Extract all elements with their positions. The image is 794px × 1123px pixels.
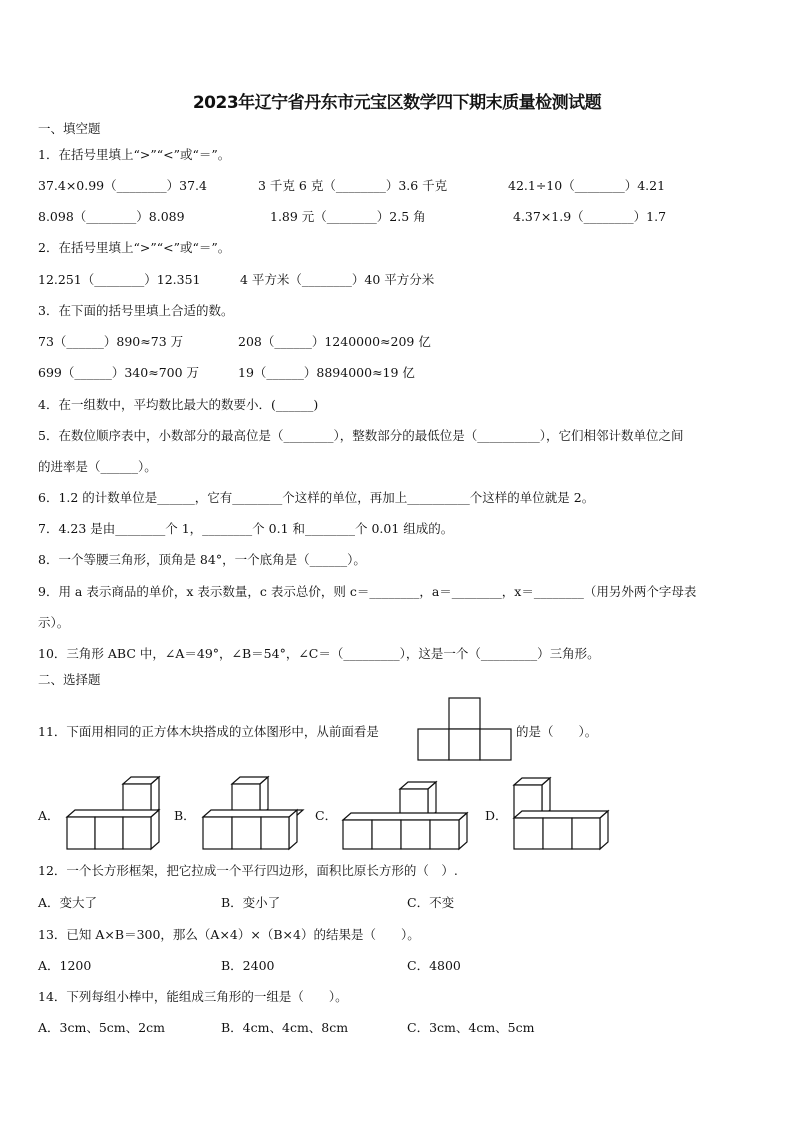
q2-item: 4 平方米（________）40 平方分米 (240, 272, 435, 287)
question-11-suffix: 的是（ ）。 (516, 724, 598, 739)
q2-item: 12.251（________）12.351 (38, 272, 201, 287)
question-11-prefix: 11．下面用相同的正方体木块搭成的立体图形中，从前面看是 (38, 724, 379, 739)
option-b-label[interactable]: B． (174, 808, 196, 823)
option-c-cube-figure[interactable] (342, 776, 470, 850)
q1-item: 1.89 元（________）2.5 角 (270, 209, 426, 224)
question-3: 3．在下面的括号里填上合适的数。 (38, 303, 234, 318)
q3-item: 699（______）340≈700 万 (38, 365, 200, 380)
question-7: 7．4.23 是由________个 1，________个 0.1 和________个 0.01 组成的。 (38, 521, 454, 536)
q13-option-b[interactable]: B．2400 (221, 958, 275, 973)
option-a-cube-figure[interactable] (66, 776, 172, 850)
q12-option-a[interactable]: A．变大了 (38, 895, 98, 910)
question-5-line-1: 5．在数位顺序表中，小数部分的最高位是（________），整数部分的最低位是（__________），它们相邻计数单位之间 (38, 428, 684, 443)
question-2: 2．在括号里填上“>”“<”或“＝”。 (38, 240, 231, 255)
q1-item: 42.1÷10（________）4.21 (508, 178, 666, 193)
q13-option-a[interactable]: A．1200 (38, 958, 92, 973)
q14-option-a[interactable]: A．3cm、5cm、2cm (38, 1020, 165, 1035)
front-view-figure (418, 697, 513, 763)
q1-item: 8.098（________）8.089 (38, 209, 185, 224)
option-b-cube-figure[interactable] (202, 776, 308, 850)
option-d-cube-figure[interactable] (513, 776, 613, 850)
q12-option-c[interactable]: C．不变 (407, 895, 455, 910)
question-10: 10．三角形 ABC 中，∠A＝49°，∠B＝54°，∠C＝（_________），这是一个（_________）三角形。 (38, 646, 600, 661)
question-8: 8．一个等腰三角形，顶角是 84°，一个底角是（______）。 (38, 552, 366, 567)
q3-item: 208（______）1240000≈209 亿 (238, 334, 431, 349)
question-12: 12．一个长方形框架，把它拉成一个平行四边形，面积比原长方形的（ ）. (38, 863, 458, 878)
q13-option-c[interactable]: C．4800 (407, 958, 461, 973)
question-6: 6．1.2 的计数单位是______，它有________个这样的单位，再加上__________个这样的单位就是 2。 (38, 490, 595, 505)
q1-item: 37.4×0.99（________）37.4 (38, 178, 207, 193)
q14-option-b[interactable]: B．4cm、4cm、8cm (221, 1020, 349, 1035)
option-c-label[interactable]: C． (315, 808, 338, 823)
section-fill-in-heading: 一、填空题 (38, 121, 101, 136)
q14-option-c[interactable]: C．3cm、4cm、5cm (407, 1020, 535, 1035)
q1-item: 3 千克 6 克（________）3.6 千克 (258, 178, 448, 193)
q3-item: 19（______）8894000≈19 亿 (238, 365, 415, 380)
question-5-line-2: 的进率是（______）。 (38, 459, 157, 474)
option-a-label[interactable]: A． (38, 808, 60, 823)
q1-item: 4.37×1.9（________）1.7 (513, 209, 667, 224)
option-d-label[interactable]: D． (485, 808, 508, 823)
section-choice-heading: 二、选择题 (38, 672, 101, 687)
question-9-line-2: 示）。 (38, 615, 70, 630)
question-4: 4．在一组数中，平均数比最大的数要小．(______) (38, 397, 319, 412)
question-13: 13．已知 A×B＝300，那么（A×4）×（B×4）的结果是（ ）。 (38, 927, 420, 942)
question-1: 1．在括号里填上“>”“<”或“＝”。 (38, 147, 231, 162)
q3-item: 73（______）890≈73 万 (38, 334, 184, 349)
question-14: 14．下列每组小棒中，能组成三角形的一组是（ ）。 (38, 989, 348, 1004)
question-9-line-1: 9．用 a 表示商品的单价，x 表示数量，c 表示总价，则 c＝________，a＝________，x＝________（用另外两个字母表 (38, 584, 697, 599)
page-title: 2023年辽宁省丹东市元宝区数学四下期末质量检测试题 (192, 93, 602, 113)
q12-option-b[interactable]: B．变小了 (221, 895, 281, 910)
